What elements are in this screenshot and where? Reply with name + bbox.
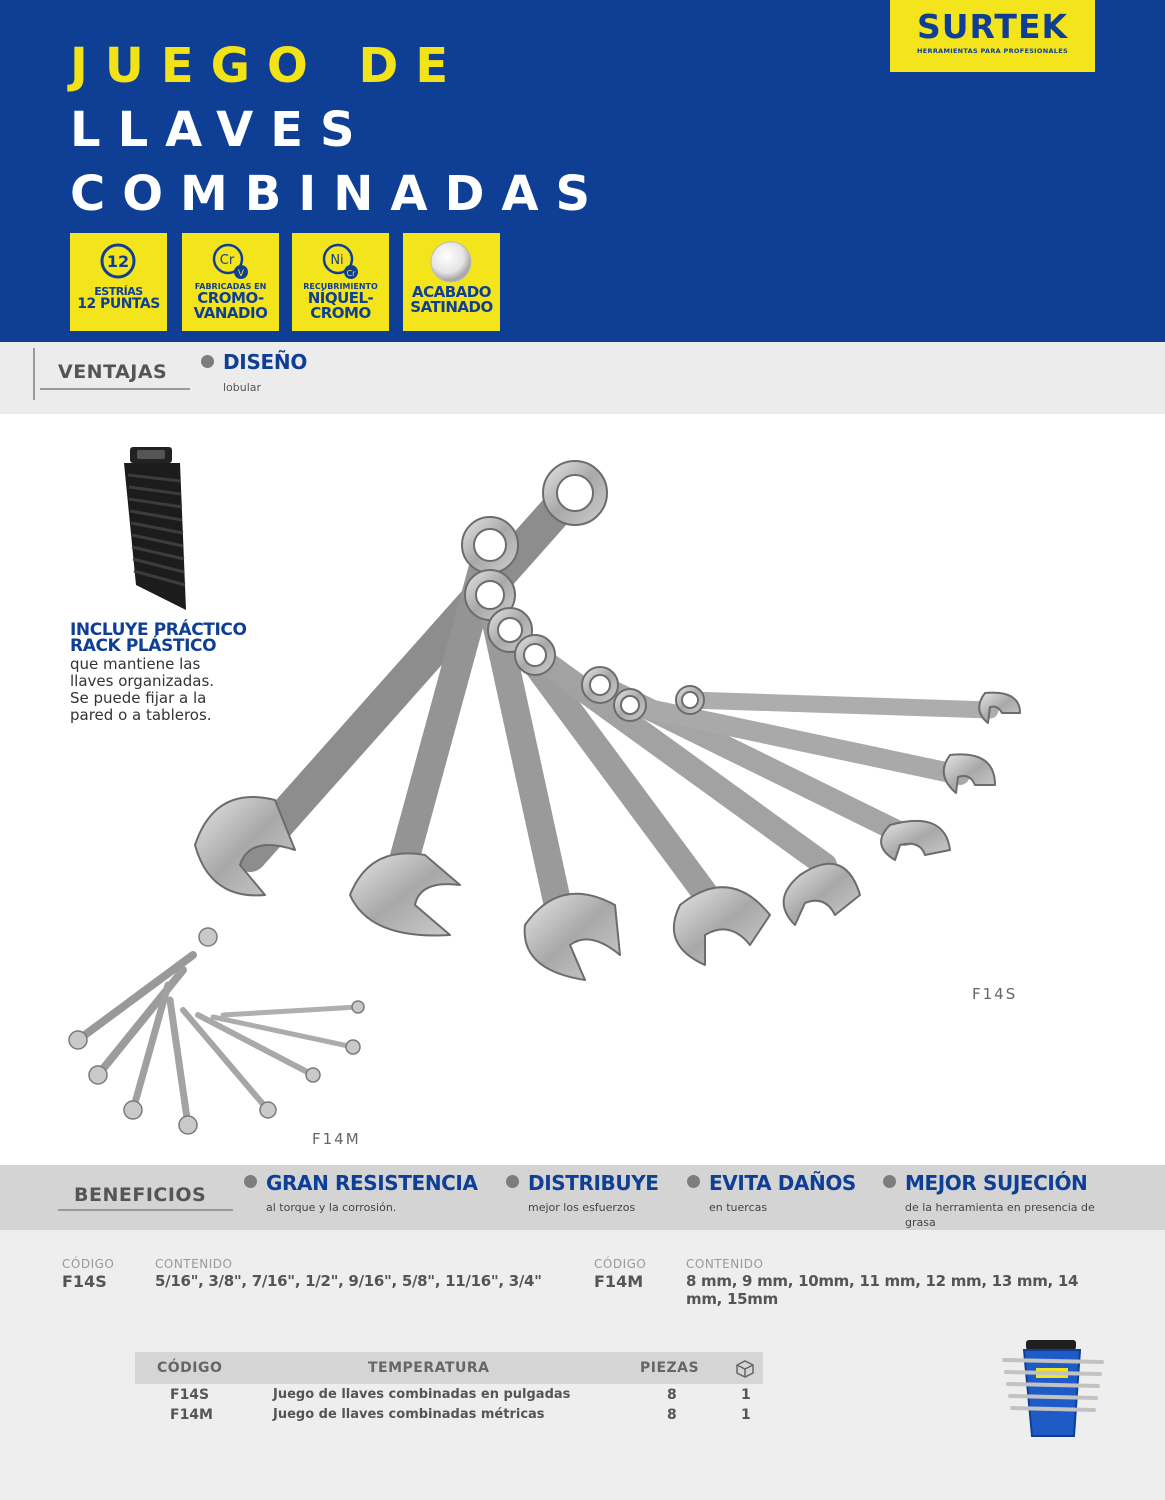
beneficio-title-1: GRAN RESISTENCIA	[266, 1171, 478, 1195]
bullet-icon	[244, 1175, 257, 1188]
table-row-desc: Juego de llaves combinadas métricas	[273, 1407, 545, 1422]
badge-niquel-cromo	[292, 233, 389, 331]
divider	[33, 348, 35, 400]
th-codigo: CÓDIGO	[157, 1360, 223, 1376]
rack-body-4: pared o a tableros.	[70, 706, 212, 724]
brand-logo	[890, 0, 1095, 72]
badge-3-small: RECUBRIMIENTO	[303, 282, 378, 291]
svg-text:Cr: Cr	[346, 269, 356, 278]
beneficios-label: BENEFICIOS	[74, 1184, 207, 1206]
table-row-box: 1	[741, 1407, 751, 1423]
spec-code-label-1: CÓDIGO	[62, 1257, 115, 1271]
title-line-2: LLAVES	[70, 102, 372, 158]
bullet-icon	[506, 1175, 519, 1188]
badge-2-line1: CROMO-	[197, 289, 264, 307]
table-row-code: F14M	[170, 1407, 213, 1423]
badge-3-line2: CROMO	[310, 304, 371, 322]
title-line-1: JUEGO DE	[70, 38, 466, 94]
svg-text:Ni: Ni	[330, 253, 344, 268]
rack-body-1: que mantiene las	[70, 655, 201, 673]
spec-code-label-2: CÓDIGO	[594, 1257, 647, 1271]
bullet-icon	[687, 1175, 700, 1188]
badge-12-puntas	[70, 233, 167, 331]
spec-content-label-1: CONTENIDO	[155, 1257, 233, 1271]
beneficio-title-2: DISTRIBUYE	[528, 1171, 659, 1195]
ventajas-label: VENTAJAS	[58, 361, 168, 383]
table-row-pieces: 8	[667, 1407, 677, 1423]
beneficio-sub-4: de la herramienta en presencia de grasa	[905, 1201, 1095, 1229]
product-package-image	[998, 1338, 1110, 1440]
ventaja-title: DISEÑO	[223, 350, 308, 374]
spec-code-2: F14M	[594, 1272, 644, 1291]
table-row-desc: Juego de llaves combinadas en pulgadas	[273, 1387, 571, 1402]
bullet-icon	[883, 1175, 896, 1188]
badge-4-line1: ACABADO	[412, 283, 491, 301]
rack-body-3: Se puede fijar a la	[70, 689, 207, 707]
image-label-f14s: F14S	[972, 985, 1018, 1003]
th-piezas: PIEZAS	[640, 1360, 700, 1376]
plastic-rack-image	[104, 445, 204, 615]
th-temperatura: TEMPERATURA	[368, 1360, 490, 1376]
svg-text:Cr: Cr	[219, 253, 235, 268]
badge-2-line2: VANADIO	[193, 304, 268, 322]
spec-content-2: 8 mm, 9 mm, 10mm, 11 mm, 12 mm, 13 mm, 14 mm, 15mm	[686, 1272, 1079, 1308]
svg-text:V: V	[237, 269, 245, 279]
badge-4-line2: SATINADO	[410, 298, 493, 316]
bullet-icon	[201, 355, 214, 368]
rack-title-1: INCLUYE PRÁCTICO	[70, 620, 247, 640]
image-label-f14m: F14M	[312, 1130, 361, 1148]
wrench-set-f14m-image	[58, 925, 368, 1145]
rack-body-2: llaves organizadas.	[70, 672, 215, 690]
spec-content-1: 5/16", 3/8", 7/16", 1/2", 9/16", 5/8", 11/16", 3/4"	[155, 1272, 542, 1290]
badge-3-line1: NÍQUEL-	[307, 289, 374, 307]
wrench-set-f14s-image	[190, 455, 1030, 995]
divider	[58, 1209, 233, 1211]
beneficio-title-4: MEJOR SUJECIÓN	[905, 1171, 1088, 1195]
beneficio-title-3: EVITA DAÑOS	[709, 1171, 856, 1195]
rack-title-2: RACK PLÁSTICO	[70, 636, 217, 656]
chromium-vanadium-icon	[210, 241, 250, 281]
divider	[40, 388, 190, 390]
box-icon	[735, 1358, 755, 1378]
table-row-code: F14S	[170, 1387, 210, 1403]
satin-finish-icon	[428, 239, 474, 285]
table-row-pieces: 8	[667, 1387, 677, 1403]
ventajas-band	[0, 342, 1165, 414]
badge-acabado-satinado	[403, 233, 500, 331]
badge-2-small: FABRICADAS EN	[194, 282, 267, 291]
brand-tagline: HERRAMIENTAS PARA PROFESIONALES	[917, 47, 1068, 55]
badge-1-line1: ESTRÍAS	[94, 285, 143, 298]
svg-text:12: 12	[106, 252, 130, 271]
ventaja-subtitle: lobular	[223, 381, 262, 394]
spec-code-1: F14S	[62, 1272, 107, 1291]
beneficio-sub-2: mejor los esfuerzos	[528, 1201, 636, 1214]
beneficio-sub-1: al torque y la corrosión.	[266, 1201, 397, 1214]
table-row-box: 1	[741, 1387, 751, 1403]
brand-name: SURTEK	[916, 7, 1069, 46]
12-point-icon	[98, 241, 138, 281]
title-line-3: COMBINADAS	[70, 166, 608, 222]
badge-cromo-vanadio	[182, 233, 279, 331]
nickel-chromium-icon	[320, 241, 360, 281]
spec-content-label-2: CONTENIDO	[686, 1257, 764, 1271]
beneficio-sub-3: en tuercas	[709, 1201, 768, 1214]
badge-1-line2: 12 PUNTAS	[77, 296, 160, 312]
